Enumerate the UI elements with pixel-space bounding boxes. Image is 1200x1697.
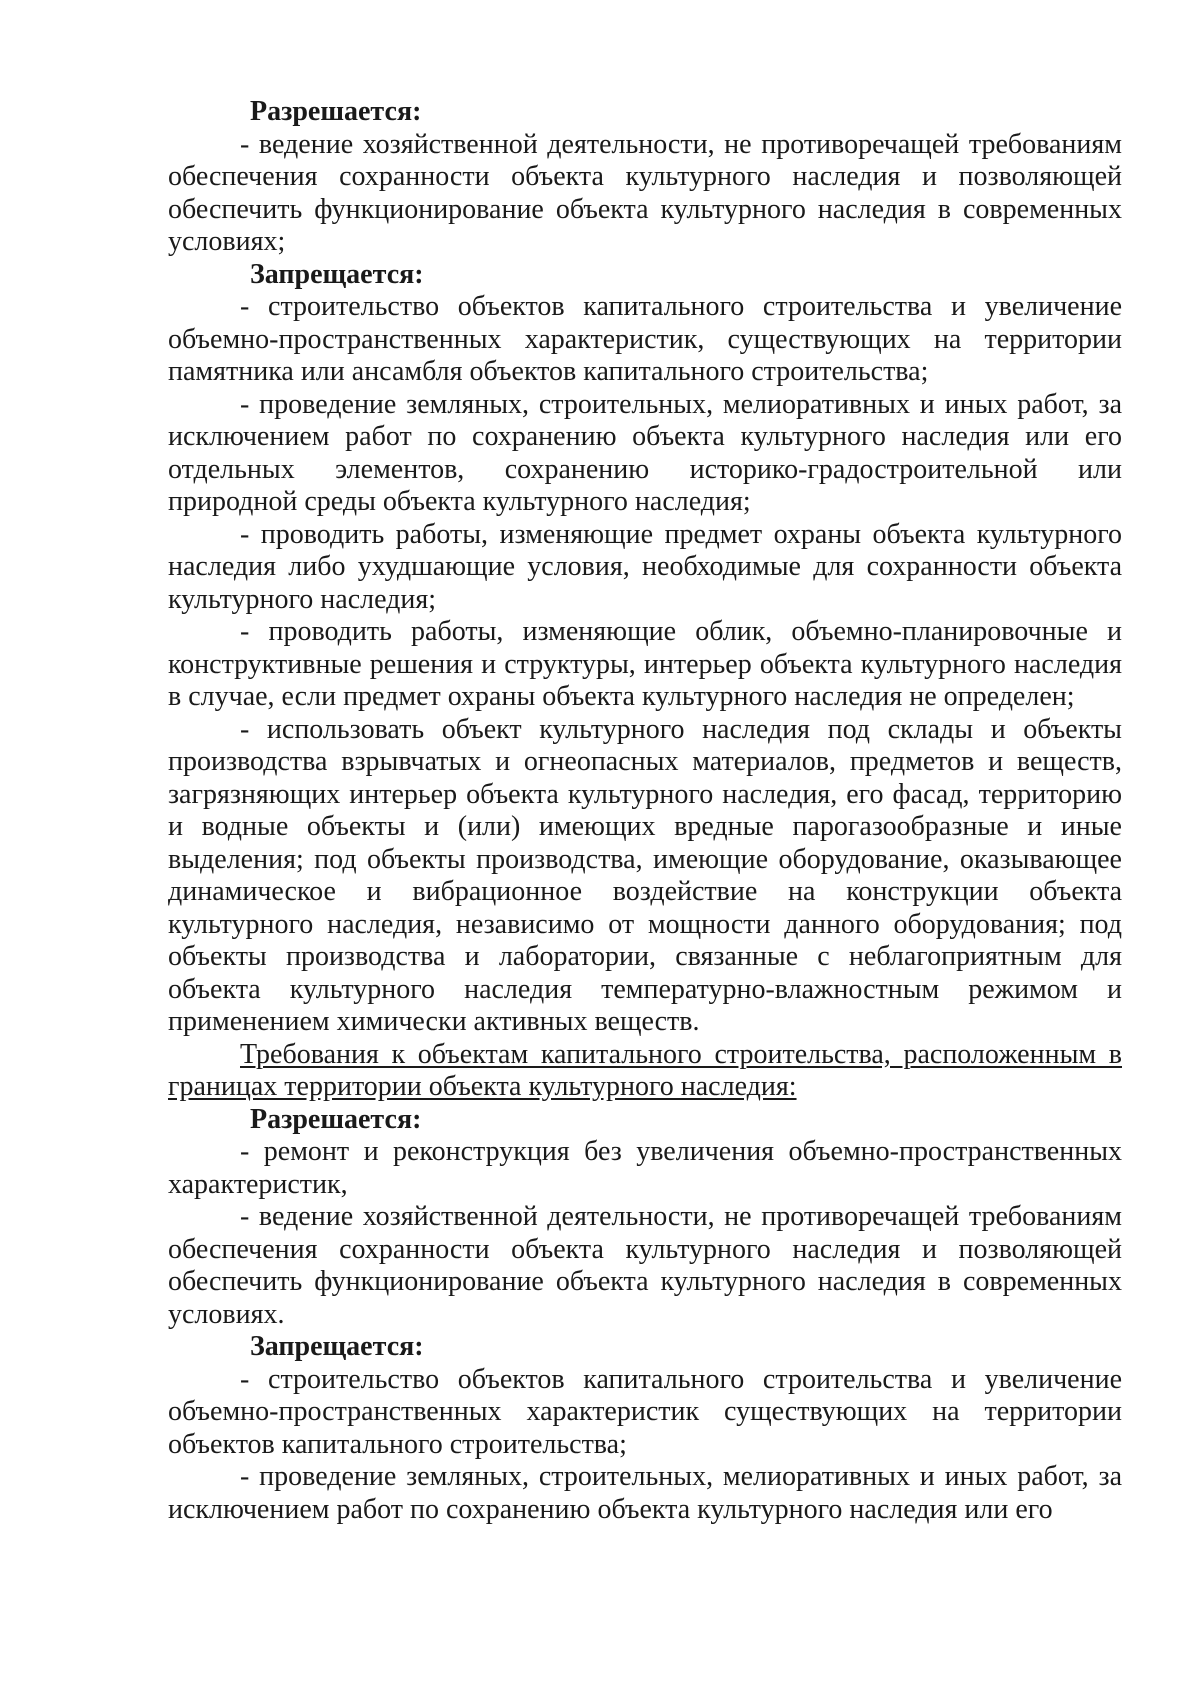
forbidden-item: - проведение земляных, строительных, мелиоративных и иных работ, за исключением работ по сохранению объекта культурного наследия или его отдельных элементов, сохранению историко-градостроительной или природной среды объекта культурного наследия; <box>168 388 1122 517</box>
forbidden-item: - строительство объектов капитального строительства и увеличение объемно-пространственных характеристик существующих на территории объектов капитального строительства; <box>168 1363 1122 1460</box>
forbidden-item: - проведение земляных, строительных, мелиоративных и иных работ, за исключением работ по сохранению объекта культурного наследия или его <box>168 1461 1122 1525</box>
forbidden-heading: Запрещается: <box>250 258 424 290</box>
forbidden-item: - использовать объект культурного наследия под склады и объекты производства взрывчатых и огнеопасных материалов, предметов и веществ, загрязняющих интерьер объекта культурного наследия, его фасад, территорию и водные объекты и (или) имеющих вредные парогазообразные и иные выделения; под объекты производства, имеющие оборудование, оказывающее динамическое и вибрационное воздействие на конструкции объекта культурного наследия, независимо от мощности данного оборудования; под объекты производства и лаборатории, связанные с неблагоприятным для объекта культурного наследия температурно-влажностным режимом и применением химически активных веществ. <box>168 713 1122 1037</box>
allowed-item: - ведение хозяйственной деятельности, не противоречащей требованиям обеспечения сохранности объекта культурного наследия и позволяющей обеспечить функционирование объекта культурного наследия в современных условиях; <box>168 128 1122 257</box>
forbidden-item: - проводить работы, изменяющие предмет охраны объекта культурного наследия либо ухудшающие условия, необходимые для сохранности объекта культурного наследия; <box>168 518 1122 615</box>
allowed-heading: Разрешается: <box>250 1103 422 1135</box>
section-title: Требования к объектам капитального строительства, расположенным в границах территории объекта культурного наследия: <box>168 1038 1122 1102</box>
forbidden-heading: Запрещается: <box>250 1331 424 1362</box>
document-page <box>168 96 1122 1526</box>
allowed-item: - ведение хозяйственной деятельности, не противоречащей требованиям обеспечения сохранности объекта культурного наследия и позволяющей обеспечить функционирование объекта культурного наследия в современных условиях. <box>168 1201 1122 1330</box>
forbidden-item: - проводить работы, изменяющие облик, объемно-планировочные и конструктивные решения и структуры, интерьер объекта культурного наследия в случае, если предмет охраны объекта культурного наследия не определен; <box>168 616 1122 712</box>
allowed-item: - ремонт и реконструкция без увеличения объемно-пространственных характеристик, <box>168 1136 1122 1200</box>
allowed-heading: Разрешается: <box>250 96 422 127</box>
forbidden-item: - строительство объектов капитального строительства и увеличение объемно-пространственных характеристик, существующих на территории памятника или ансамбля объектов капитального строительства; <box>168 291 1122 387</box>
